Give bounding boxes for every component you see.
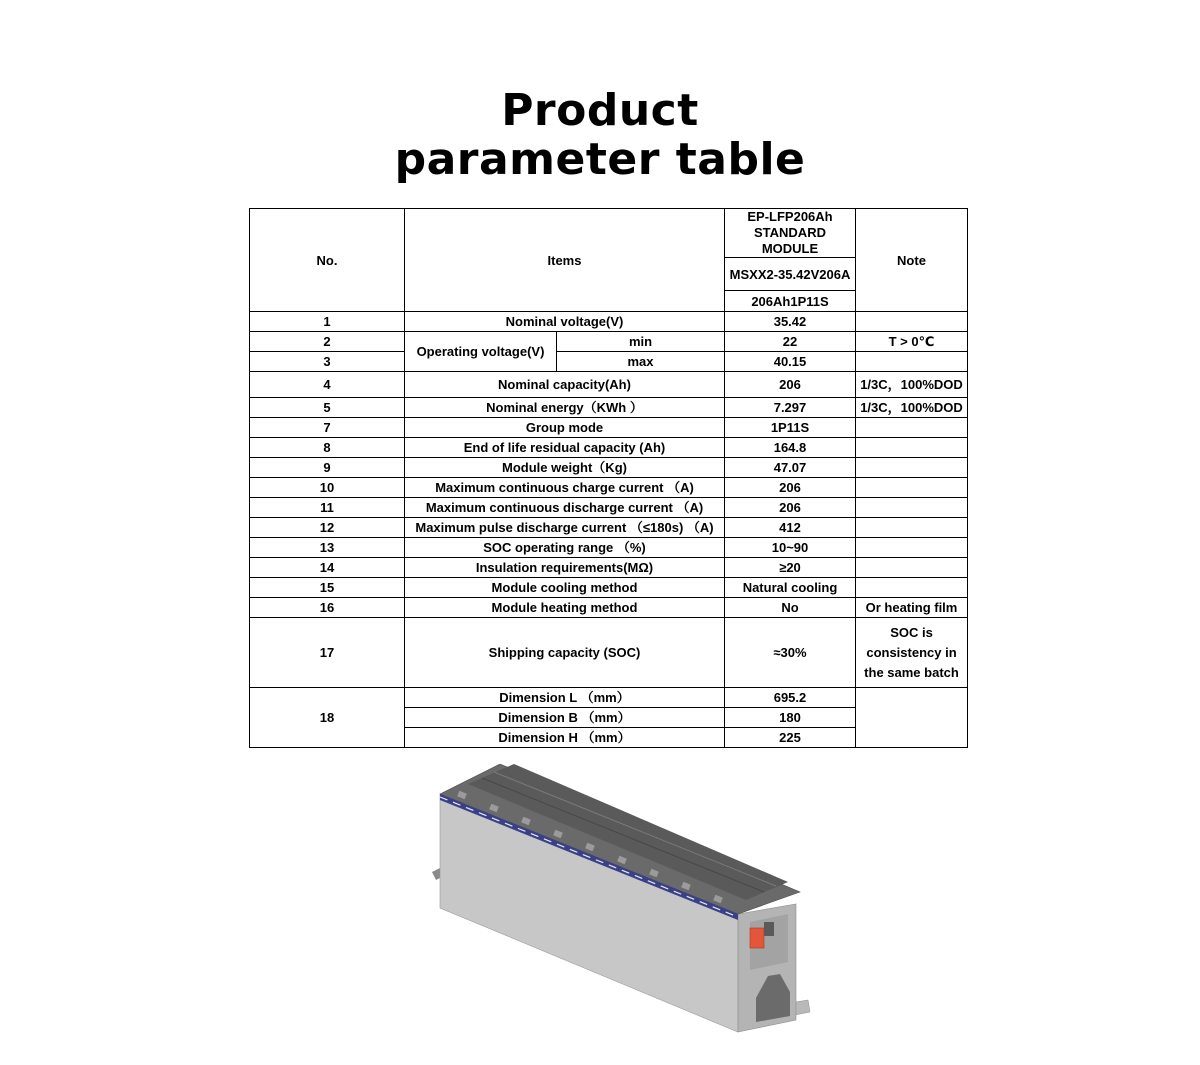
row-note [856, 518, 968, 538]
row-note [856, 312, 968, 332]
row-no: 8 [250, 438, 405, 458]
table-row [250, 458, 968, 478]
table-row [250, 618, 968, 688]
row-value: 206 [725, 372, 856, 398]
header-model-config: 206Ah1P11S [725, 291, 856, 312]
table-row [250, 498, 968, 518]
row-subitem: max [557, 352, 725, 372]
row-no: 3 [250, 352, 405, 372]
row-no: 2 [250, 332, 405, 352]
page-title-line-1: Product [501, 85, 699, 136]
row-no: 5 [250, 398, 405, 418]
row-value: 225 [725, 728, 856, 748]
row-item: Module weight（Kg) [405, 458, 725, 478]
table-row [250, 372, 968, 398]
row-no: 7 [250, 418, 405, 438]
row-item: Shipping capacity (SOC) [405, 618, 725, 688]
row-no: 12 [250, 518, 405, 538]
row-note [856, 478, 968, 498]
row-no: 10 [250, 478, 405, 498]
row-note: 1/3C，100%DOD [856, 372, 968, 398]
header-note: Note [856, 209, 968, 312]
row-note: Or heating film [856, 598, 968, 618]
row-value: No [725, 598, 856, 618]
row-value: 180 [725, 708, 856, 728]
row-item: Maximum continuous discharge current （A) [405, 498, 725, 518]
row-note [856, 558, 968, 578]
row-no: 11 [250, 498, 405, 518]
row-item: SOC operating range （%) [405, 538, 725, 558]
row-item: Dimension B （mm） [405, 708, 725, 728]
table-row [250, 478, 968, 498]
row-value: 1P11S [725, 418, 856, 438]
row-value: 164.8 [725, 438, 856, 458]
row-note: T > 0℃ [856, 332, 968, 352]
row-item: Insulation requirements(MΩ) [405, 558, 725, 578]
row-value: 22 [725, 332, 856, 352]
row-item: Nominal energy（KWh ） [405, 398, 725, 418]
table-row [250, 398, 968, 418]
row-note [856, 352, 968, 372]
row-value: 35.42 [725, 312, 856, 332]
row-note [856, 538, 968, 558]
row-item: Module cooling method [405, 578, 725, 598]
table-row [250, 688, 968, 708]
row-value: 10~90 [725, 538, 856, 558]
row-no: 16 [250, 598, 405, 618]
row-no: 13 [250, 538, 405, 558]
row-value: Natural cooling [725, 578, 856, 598]
header-items: Items [405, 209, 725, 312]
row-no: 17 [250, 618, 405, 688]
row-note [856, 688, 968, 748]
row-item: Module heating method [405, 598, 725, 618]
table-row [250, 538, 968, 558]
row-note [856, 578, 968, 598]
row-subitem: min [557, 332, 725, 352]
row-note [856, 418, 968, 438]
table-row [250, 332, 968, 352]
table-row [250, 598, 968, 618]
page-title [0, 86, 1200, 184]
battery-module-image [428, 764, 820, 1040]
row-value: ≥20 [725, 558, 856, 578]
row-note [856, 458, 968, 478]
row-value: 47.07 [725, 458, 856, 478]
header-model-code: MSXX2-35.42V206A [725, 258, 856, 291]
table-row [250, 418, 968, 438]
table-row [250, 312, 968, 332]
row-item: Dimension H （mm） [405, 728, 725, 748]
row-value: 412 [725, 518, 856, 538]
table-row [250, 518, 968, 538]
row-no: 9 [250, 458, 405, 478]
row-item: Maximum continuous charge current （A) [405, 478, 725, 498]
row-no: 1 [250, 312, 405, 332]
row-no: 15 [250, 578, 405, 598]
row-item: Operating voltage(V) [405, 332, 557, 372]
row-note: SOC is consistency in the same batch [856, 618, 968, 688]
row-note: 1/3C，100%DOD [856, 398, 968, 418]
row-value: 206 [725, 498, 856, 518]
row-item: Nominal voltage(V) [405, 312, 725, 332]
row-note [856, 498, 968, 518]
row-item: End of life residual capacity (Ah) [405, 438, 725, 458]
row-item: Group mode [405, 418, 725, 438]
header-no: No. [250, 209, 405, 312]
table-row [250, 438, 968, 458]
row-item: Dimension L （mm） [405, 688, 725, 708]
table-row [250, 558, 968, 578]
row-item: Nominal capacity(Ah) [405, 372, 725, 398]
row-value: 40.15 [725, 352, 856, 372]
row-value: ≈30% [725, 618, 856, 688]
row-no: 18 [250, 688, 405, 748]
row-no: 14 [250, 558, 405, 578]
row-value: 7.297 [725, 398, 856, 418]
page-title-line-2: parameter table [394, 134, 806, 185]
row-note [856, 438, 968, 458]
parameter-table [249, 208, 968, 748]
table-row [250, 352, 968, 372]
table-row [250, 578, 968, 598]
table-header-row [250, 209, 968, 258]
row-value: 695.2 [725, 688, 856, 708]
header-model-name: EP-LFP206Ah STANDARD MODULE [725, 209, 856, 258]
row-item: Maximum pulse discharge current （≤180s) （A) [405, 518, 725, 538]
row-no: 4 [250, 372, 405, 398]
row-value: 206 [725, 478, 856, 498]
